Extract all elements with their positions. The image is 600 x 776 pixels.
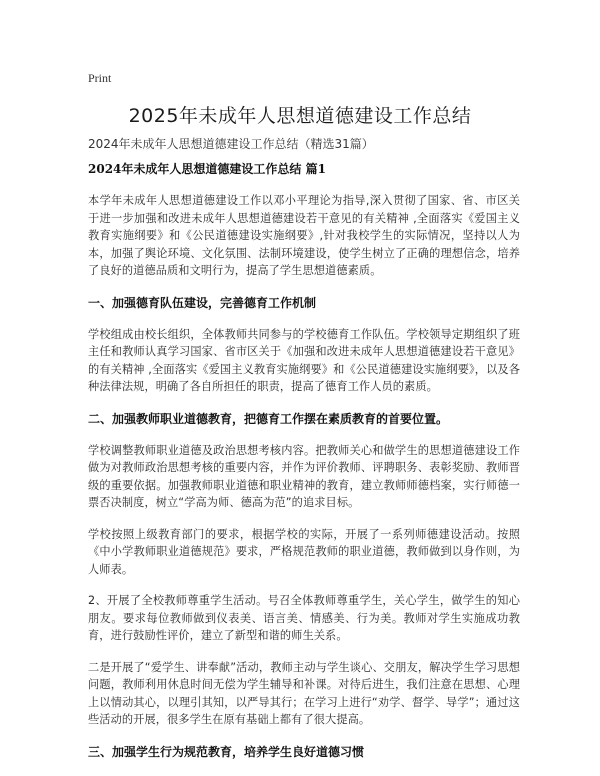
page-title: 2025年未成年人思想道德建设工作总结	[128, 105, 472, 127]
heading-behavior-education: 三、加强学生行为规范教育，培养学生良好道德习惯	[88, 744, 365, 759]
document-subtitle: 2024年未成年人思想道德建设工作总结（精选31篇）	[88, 137, 374, 151]
heading-teacher-team: 一、加强德育队伍建设，完善德育工作机制	[88, 295, 317, 310]
heading-ethics-education: 二、加强教师职业道德教育，把德育工作摆在素质教育的首要位置。	[88, 411, 449, 426]
paragraph-ethics-assessment: 学校调整教师职业道德及政治思想考核内容。把教师关心和做学生的思想道德建设工作做为对教师政治思想考核的重要内容，并作为评价教师、评聘职务、表彰奖励、教师晋级的重要依据。加强教师职业道德和职业精神的教育，建立教师师德档案，实行师德一票否决制度，树立“学高为师、德高为范”的追求目标。	[88, 443, 520, 509]
paragraph-love-students: 二是开展了“爱学生、讲奉献”活动，教师主动与学生谈心、交朋友，解决学生学习思想问题，教师利用休息时间无偿为学生辅导和补课。对待后进生，我们注意在思想、心理上以情动其心，以理引其知，以严导其行；在学习上进行“劝学、督学、导学”；通过这些活动的开展，很多学生在原有基础上都有了很大提高。	[88, 660, 520, 726]
paragraph-ethics-activities: 学校按照上级教育部门的要求，根据学校的实际，开展了一系列师德建设活动。按照《中小学教师职业道德规范》要求，严格规范教师的职业道德，教师做到以身作则，为人师表。	[88, 527, 520, 576]
paragraph-teacher-team: 学校组成由校长组织，全体教师共同参与的学校德育工作队伍。学校领导定期组织了班主任和教师认真学习国家、省市区关于《加强和改进未成年人思想道德建设若干意见》的有关精神 ,全面落实《爱国主义教育实施纲要》和《公民道德建设实施纲要》，以及各种法律法规，明确了各自所担任的职责，提高了德育工作人员的素质。	[88, 327, 520, 393]
intro-paragraph: 本学年未成年人思想道德建设工作以邓小平理论为指导,深入贯彻了国家、省、市区关于进一步加强和改进未成年人思想道德建设若干意见的有关精神 ,全面落实《爱国主义教育实施纲要》和《公民道德建设实施纲要》,针对我校学生的实际情况，坚持以人为本，加强了舆论环境、文化氛围、法制环境建设，使学生树立了正确的理想信念，培养了良好的道德品质和文明行为，提高了学生思想道德素质。	[88, 194, 520, 277]
section-title: 2024年未成年人思想道德建设工作总结 篇1	[88, 162, 326, 176]
print-link[interactable]: Print	[88, 71, 112, 85]
document-body	[88, 160, 520, 775]
paragraph-respect-students: 2、开展了全校教师尊重学生活动。号召全体教师尊重学生，关心学生，做学生的知心朋友。要求每位教师做到仪表美、语言美、情感美、行为美。教师对学生实施成功教育，进行鼓励性评价，建立了新型和谐的师生关系。	[88, 594, 520, 642]
